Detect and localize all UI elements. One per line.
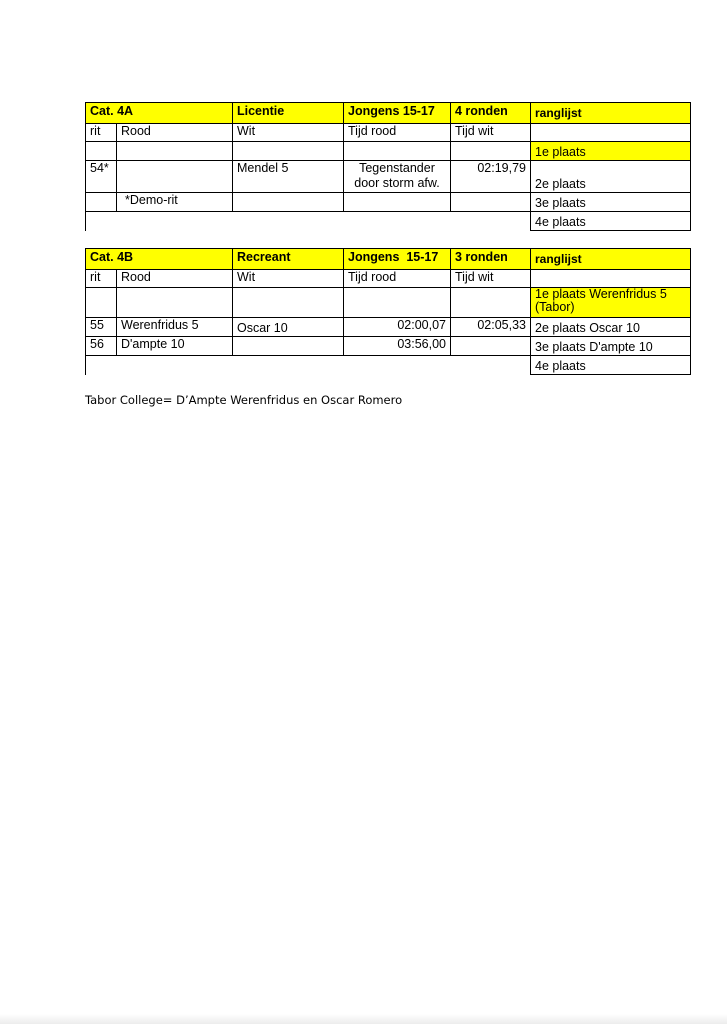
results-table-4b — [85, 248, 691, 375]
rank-spacer — [531, 270, 691, 288]
wit-cell — [233, 142, 344, 161]
tijd-wit-cell — [451, 142, 531, 161]
rank-cell: 2e plaats — [531, 161, 691, 193]
results-table-4a — [85, 102, 691, 231]
rank-cell: 3e plaats D'ampte 10 — [531, 337, 691, 356]
table-row — [86, 337, 691, 356]
tijd-rood-cell — [344, 288, 451, 318]
tijd-wit-cell — [451, 288, 531, 318]
tijd-wit-cell: 02:05,33 — [451, 318, 531, 337]
laps-cell: 3 ronden — [451, 249, 531, 270]
table-header-row — [86, 103, 691, 124]
rank-line: 1e plaats Werenfridus 5 — [535, 287, 667, 301]
table-row — [86, 161, 691, 193]
class-cell: Licentie — [233, 103, 344, 124]
laps-cell: 4 ronden — [451, 103, 531, 124]
rit-cell — [86, 288, 117, 318]
class-cell: Recreant — [233, 249, 344, 270]
rood-cell — [117, 288, 233, 318]
col-rit: rit — [86, 270, 117, 288]
rank-cell: 4e plaats — [531, 212, 691, 231]
rank-line: (Tabor) — [535, 300, 575, 314]
col-rood: Rood — [117, 270, 233, 288]
tijd-wit-cell — [451, 337, 531, 356]
wit-cell — [233, 337, 344, 356]
rood-cell — [117, 142, 233, 161]
empty-cell — [86, 356, 531, 375]
rit-cell — [86, 142, 117, 161]
rood-cell — [117, 161, 233, 193]
tijd-rood-cell: 03:56,00 — [344, 337, 451, 356]
table-row — [86, 288, 691, 318]
table-row — [86, 318, 691, 337]
table-header-row — [86, 249, 691, 270]
rit-cell: 56 — [86, 337, 117, 356]
col-tijd-wit: Tijd wit — [451, 124, 531, 142]
table-subheader-row — [86, 124, 691, 142]
tijd-wit-cell — [451, 193, 531, 212]
col-wit: Wit — [233, 124, 344, 142]
rit-cell: 54* — [86, 161, 117, 193]
rood-cell: D'ampte 10 — [117, 337, 233, 356]
page-edge — [0, 1014, 727, 1024]
col-rood: Rood — [117, 124, 233, 142]
ranking-header: ranglijst — [531, 103, 691, 124]
rank-cell: 1e plaats — [531, 142, 691, 161]
table-row — [86, 193, 691, 212]
tijd-wit-cell: 02:19,79 — [451, 161, 531, 193]
col-tijd-rood: Tijd rood — [344, 270, 451, 288]
col-tijd-rood: Tijd rood — [344, 124, 451, 142]
rit-cell: 55 — [86, 318, 117, 337]
col-rit: rit — [86, 124, 117, 142]
table-row — [86, 356, 691, 375]
rood-cell: Werenfridus 5 — [117, 318, 233, 337]
tijd-rood-cell: 02:00,07 — [344, 318, 451, 337]
tijd-rood-cell — [344, 161, 451, 193]
rank-cell: 3e plaats — [531, 193, 691, 212]
category-cell: Cat. 4B — [86, 249, 233, 270]
tijd-rood-line: door storm afw. — [354, 176, 440, 190]
empty-cell — [86, 212, 531, 231]
table-row — [86, 142, 691, 161]
wit-cell — [233, 288, 344, 318]
ranking-header: ranglijst — [531, 249, 691, 270]
footnote: Tabor College= D’Ampte Werenfridus en Oscar Romero — [85, 393, 403, 407]
rood-cell: *Demo-rit — [117, 193, 233, 212]
rit-cell — [86, 193, 117, 212]
table-row — [86, 212, 691, 231]
col-wit: Wit — [233, 270, 344, 288]
age-group-cell: Jongens 15-17 — [344, 249, 451, 270]
rank-cell — [531, 288, 691, 318]
rank-cell: 2e plaats Oscar 10 — [531, 318, 691, 337]
tijd-rood-cell — [344, 142, 451, 161]
rank-cell: 4e plaats — [531, 356, 691, 375]
table-subheader-row — [86, 270, 691, 288]
age-group-cell: Jongens 15-17 — [344, 103, 451, 124]
category-cell: Cat. 4A — [86, 103, 233, 124]
wit-cell: Oscar 10 — [233, 318, 344, 337]
tijd-rood-line: Tegenstander — [359, 161, 435, 175]
wit-cell: Mendel 5 — [233, 161, 344, 193]
wit-cell — [233, 193, 344, 212]
tijd-rood-cell — [344, 193, 451, 212]
rank-spacer — [531, 124, 691, 142]
col-tijd-wit: Tijd wit — [451, 270, 531, 288]
